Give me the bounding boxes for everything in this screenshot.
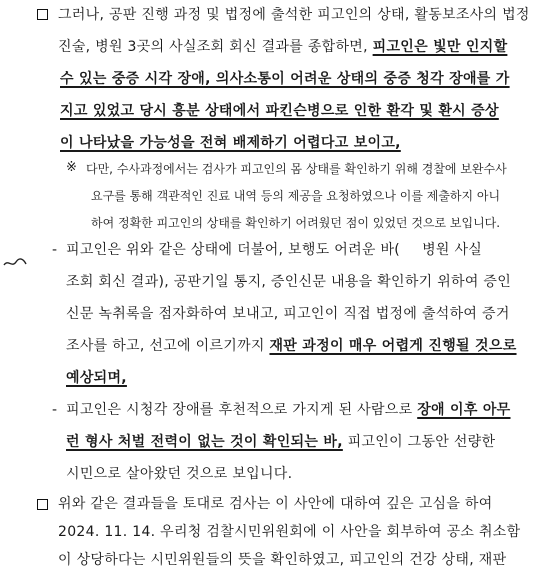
checkbox-bullet xyxy=(37,499,48,510)
p2-line-3: 신문 녹취록을 점자화하여 보내고, 피고인이 직접 법정에 출석하여 증거 xyxy=(66,306,510,322)
checkbox-bullet xyxy=(37,9,48,20)
p2-line-1-text: 피고인은 위와 같은 상태에 더불어, 보행도 어려운 바( xyxy=(66,242,401,258)
p1-line-2 xyxy=(58,37,507,57)
p2-line-1-tail: 병원 사실 xyxy=(422,242,483,258)
p2-dash: - xyxy=(52,242,58,258)
p2-line-5: 예상되며, xyxy=(66,370,127,386)
p2-line-4 xyxy=(66,336,517,356)
p1-line-2-plain: 진술, 병원 3곳의 사실조회 회신 결과를 종합하면, xyxy=(58,39,373,55)
p3-line-2-plain: 피고인이 그동안 선량한 xyxy=(342,434,496,450)
p2-line-2: 조회 회신 결과), 공판기일 통지, 증인신문 내용을 확인하기 위하여 증인 xyxy=(66,274,512,290)
p3-line-2-emphasis: 런 형사 처벌 전력이 없는 것이 확인되는 바, xyxy=(66,434,343,450)
p4-line-2: 2024. 11. 14. 우리청 검찰시민위원회에 이 사안을 회부하여 공소 취소함 xyxy=(58,524,521,540)
p1-line-5: 이 나타났을 가능성을 전혀 배제하기 어렵다고 보이고, xyxy=(60,135,401,151)
note-line-1: 다만, 수사과정에서는 검사가 피고인의 몸 상태를 확인하기 위해 경찰에 보완수사 xyxy=(86,162,507,176)
p2-line-1 xyxy=(66,240,482,260)
p3-line-2 xyxy=(66,432,495,452)
p1-line-3: 수 있는 중증 시각 장애, 의사소통이 어려운 상태의 중증 청각 장애를 가 xyxy=(60,71,510,87)
handwritten-mark xyxy=(2,256,28,270)
note-line-3: 하여 정확한 피고인의 상태를 확인하기 어려웠던 점이 있었던 것으로 보입니다. xyxy=(91,216,501,230)
p3-dash: - xyxy=(52,402,58,418)
p3-line-1-emphasis: 장애 이후 아무 xyxy=(417,402,511,418)
p3-line-3: 시민으로 살아왔던 것으로 보입니다. xyxy=(66,466,293,482)
note-line-2: 요구를 통해 객관적인 진료 내역 등의 제공을 요청하였으나 이를 제출하지 아니 xyxy=(91,189,501,203)
p1-line-2-emphasis: 피고인은 빛만 인지할 xyxy=(372,39,508,55)
p1-line-1: 그러나, 공판 진행 과정 및 법정에 출석한 피고인의 상태, 활동보조사의 법정 xyxy=(58,7,530,23)
reference-mark: ※ xyxy=(66,160,77,175)
p4-line-3: 이 상당하다는 시민위원들의 뜻을 확인하였고, 피고인의 건강 상태, 재판 xyxy=(58,552,507,568)
p4-line-1: 위와 같은 결과들을 토대로 검사는 이 사안에 대하여 깊은 고심을 하여 xyxy=(58,496,493,512)
p2-line-4-plain: 조사를 하고, 선고에 이르기까지 xyxy=(66,338,270,354)
p1-line-4: 지고 있었고 당시 흥분 상태에서 파킨슨병으로 인한 환각 및 환시 증상 xyxy=(60,103,499,119)
p2-line-4-emphasis: 재판 과정이 매우 어렵게 진행될 것으로 xyxy=(269,338,517,354)
p3-line-1 xyxy=(66,400,511,420)
p3-line-1-plain: 피고인은 시청각 장애를 후천적으로 가지게 된 사람으로 xyxy=(66,402,418,418)
